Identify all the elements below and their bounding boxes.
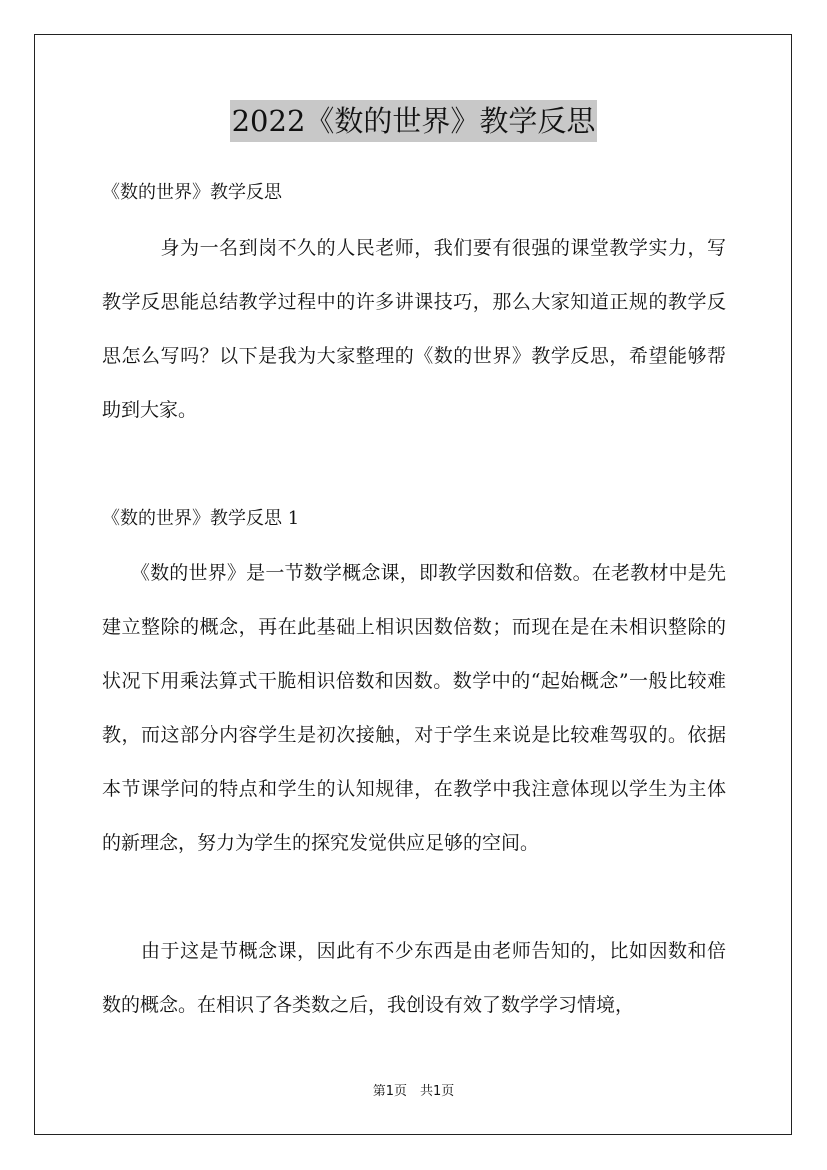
- title-container: [0, 100, 827, 142]
- section-heading: 《数的世界》教学反思 1: [102, 508, 300, 529]
- page-footer: 第1页 共1页: [372, 1084, 455, 1099]
- document-title: 2022《数的世界》教学反思: [230, 100, 598, 142]
- body-paragraph-1: 《数的世界》是一节数学概念课，即教学因数和倍数。在老教材中是先建立整除的概念，再在此基础上相识因数倍数；而现在是在未相识整除的状况下用乘法算式干脆相识倍数和因数。数学中的“起始概念”一般比较难教，而这部分内容学生是初次接触，对于学生来说是比较难驾驭的。依据本节课学问的特点和学生的认知规律，在教学中我注意体现以学生为主体的新理念，努力为学生的探究发觉供应足够的空间。: [102, 562, 726, 854]
- intro-paragraph: 身为一名到岗不久的人民老师，我们要有很强的课堂教学实力，写教学反思能总结教学过程中的许多讲课技巧，那么大家知道正规的教学反思怎么写吗？以下是我为大家整理的《数的世界》教学反思，希望能够帮助到大家。: [102, 237, 726, 421]
- body-paragraph-2: 由于这是节概念课，因此有不少东西是由老师告知的，比如因数和倍数的概念。在相识了各类数之后，我创设有效了数学学习情境，: [102, 940, 726, 1016]
- document-subtitle: 《数的世界》教学反思: [102, 182, 282, 203]
